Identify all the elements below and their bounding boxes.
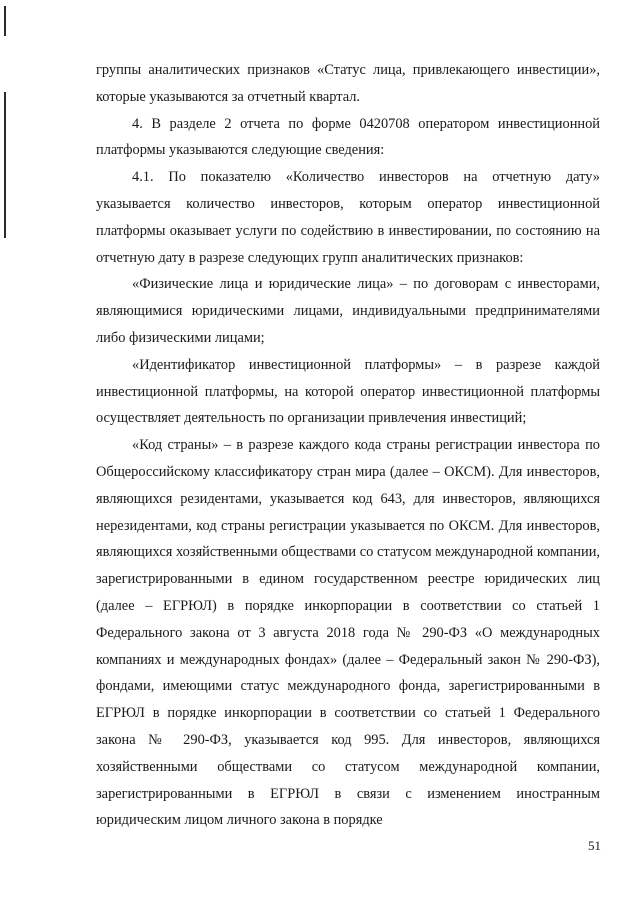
paragraph-investment-status-groups: группы аналитических признаков «Статус лица, привлекающего инвестиции», которые указываются за отчетный квартал.	[96, 62, 600, 105]
paragraph-individuals-and-legal-entities: «Физические лица и юридические лица» – по договорам с инвесторами, являющимися юридическими лицами, индивидуальными предпринимателями либо физическими лицами;	[96, 276, 600, 346]
page-number: 51	[588, 838, 601, 853]
scan-margin-mark	[4, 92, 6, 238]
paragraph-country-code: «Код страны» – в разрезе каждого кода страны регистрации инвестора по Общероссийскому классификатору стран мира (далее – ОКСМ). Для инвесторов, являющихся резидентами, указывается код 643, для инвесторов, являющихся нерезидентами, код страны регистрации указывается по ОКСМ. Для инвесторов, являющихся хозяйственными обществами со статусом международной компании, зарегистрированными в едином государственном реестре юридических лиц (далее – ЕГРЮЛ) в порядке инкорпорации в соответствии со статьей 1 Федерального закона от 3 августа 2018 года № 290-ФЗ «О международных компаниях и международных фондах» (далее – Федеральный закон № 290-ФЗ), фондами, имеющими статус международного фонда, зарегистрированными в ЕГРЮЛ в порядке инкорпорации в соответствии со статьей 1 Федерального закона № 290-ФЗ, указывается код 995. Для инвесторов, являющихся хозяйственными обществами со статусом международной компании, зарегистрированными в ЕГРЮЛ в связи с изменением иностранным юридическим лицом личного закона в порядке	[96, 437, 600, 829]
paragraph-section-2-intro: 4. В разделе 2 отчета по форме 0420708 оператором инвестиционной платформы указываются следующие сведения:	[96, 115, 600, 159]
document-body	[96, 57, 600, 834]
paragraph-platform-identifier: «Идентификатор инвестиционной платформы» – в разрезе каждой инвестиционной платформы, на которой оператор инвестиционной платформы осуществляет деятельность по организации привлечения инвестиций;	[96, 356, 600, 427]
paragraph-4-1-investor-count: 4.1. По показателю «Количество инвесторов на отчетную дату» указывается количество инвесторов, которым оператор инвестиционной платформы оказывает услуги по содействию в инвестировании, по состоянию на отчетную дату в разрезе следующих групп аналитических признаков:	[96, 169, 600, 266]
scan-margin-mark	[4, 6, 6, 36]
